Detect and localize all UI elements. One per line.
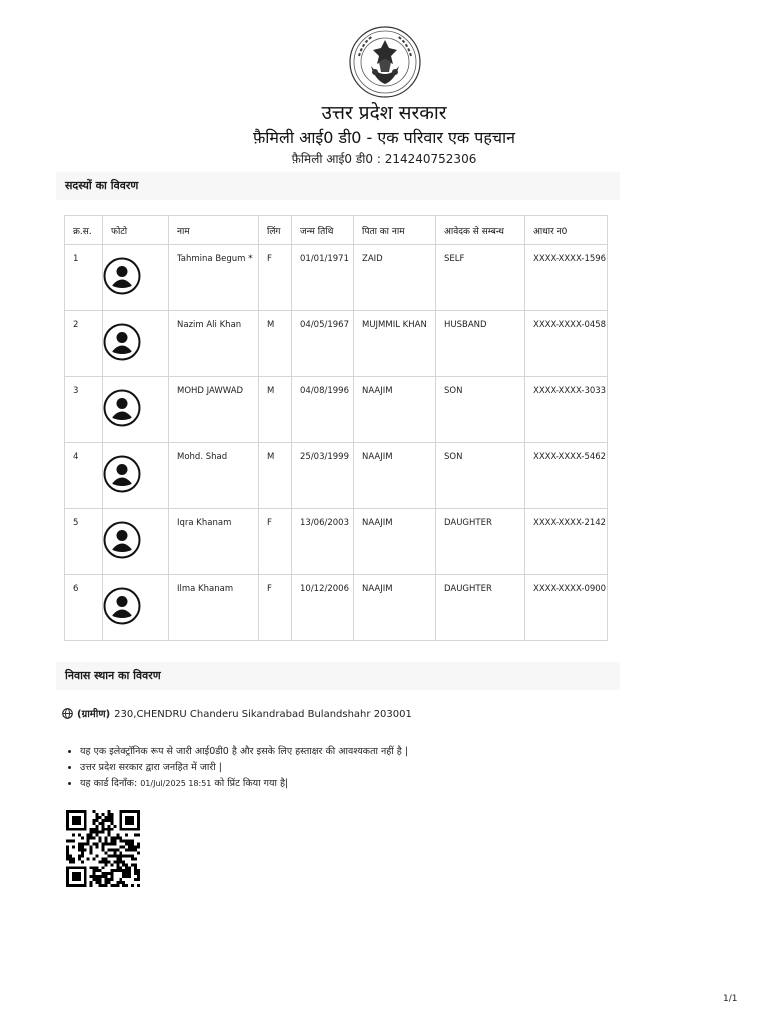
- family-id-line: [0, 150, 768, 167]
- print-date-suffix: को प्रिंट किया गया है|: [214, 778, 289, 789]
- cell-gender: F: [259, 245, 292, 311]
- cell-aadhaar: XXXX-XXXX-0458: [525, 311, 608, 377]
- cell-photo: [103, 377, 169, 443]
- column-header-sno: क्र.स.: [65, 216, 103, 245]
- cell-dob: 04/08/1996: [292, 377, 354, 443]
- cell-photo: [103, 509, 169, 575]
- cell-sno: 2: [65, 311, 103, 377]
- user-avatar-icon: [103, 587, 141, 625]
- cell-aadhaar: XXXX-XXXX-5462: [525, 443, 608, 509]
- page-number: 1/1: [723, 994, 738, 1004]
- cell-gender: M: [259, 377, 292, 443]
- user-avatar-icon: [103, 389, 141, 427]
- cell-sno: 3: [65, 377, 103, 443]
- qr-code: [66, 810, 140, 887]
- column-header-relation: आवेदक से सम्बन्ध: [436, 216, 525, 245]
- user-avatar-icon: [103, 521, 141, 559]
- family-id-label: फ़ैमिली आई0 डी0 :: [291, 152, 381, 166]
- residence-address-line: [62, 706, 412, 720]
- cell-relation: SELF: [436, 245, 525, 311]
- cell-relation: DAUGHTER: [436, 575, 525, 641]
- cell-father: NAAJIM: [354, 443, 436, 509]
- head-of-family-marker: *: [248, 254, 253, 264]
- globe-icon: [62, 708, 73, 719]
- table-row: [65, 311, 608, 377]
- cell-photo: [103, 311, 169, 377]
- family-id-value: 214240752306: [384, 152, 477, 166]
- cell-father: NAAJIM: [354, 377, 436, 443]
- cell-sno: 6: [65, 575, 103, 641]
- member-name: Tahmina Begum: [177, 254, 246, 264]
- cell-photo: [103, 443, 169, 509]
- table-row: [65, 509, 608, 575]
- members-table: [64, 215, 608, 641]
- print-date-prefix: यह कार्ड दिनाँक:: [80, 778, 138, 789]
- cell-gender: F: [259, 575, 292, 641]
- cell-gender: F: [259, 509, 292, 575]
- cell-relation: SON: [436, 443, 525, 509]
- cell-gender: M: [259, 311, 292, 377]
- cell-name: Nazim Ali Khan: [169, 311, 259, 377]
- uttar-pradesh-emblem-logo: [349, 26, 421, 98]
- cell-aadhaar: XXXX-XXXX-2142: [525, 509, 608, 575]
- cell-sno: 1: [65, 245, 103, 311]
- cell-name: [169, 245, 259, 311]
- cell-sno: 4: [65, 443, 103, 509]
- cell-relation: DAUGHTER: [436, 509, 525, 575]
- cell-gender: M: [259, 443, 292, 509]
- table-row: [65, 443, 608, 509]
- cell-name: Ilma Khanam: [169, 575, 259, 641]
- cell-father: NAAJIM: [354, 575, 436, 641]
- cell-aadhaar: XXXX-XXXX-3033: [525, 377, 608, 443]
- members-table-header: [65, 216, 608, 245]
- cell-photo: [103, 245, 169, 311]
- user-avatar-icon: [103, 257, 141, 295]
- note-electronic-id: • यह एक इलेक्ट्रॉनिक रूप से जारी आई0डी0 है और इसके लिए हस्ताक्षर की आवश्यकता नहीं है |: [80, 744, 408, 760]
- cell-father: MUJMMIL KHAN: [354, 311, 436, 377]
- cell-name: Iqra Khanam: [169, 509, 259, 575]
- note-print-date: [80, 776, 408, 792]
- cell-name: Mohd. Shad: [169, 443, 259, 509]
- column-header-dob: जन्म तिथि: [292, 216, 354, 245]
- members-section-heading: सदस्यों का विवरण: [56, 172, 620, 200]
- cell-father: ZAID: [354, 245, 436, 311]
- table-row: [65, 377, 608, 443]
- cell-relation: HUSBAND: [436, 311, 525, 377]
- print-date-value: 01/Jul/2025 18:51: [140, 779, 212, 788]
- cell-photo: [103, 575, 169, 641]
- residence-address: 230,CHENDRU Chanderu Sikandrabad Bulandshahr 203001: [114, 709, 412, 720]
- note-issued-by-government: • उत्तर प्रदेश सरकार द्वारा जनहित में जारी |: [80, 760, 408, 776]
- cell-aadhaar: XXXX-XXXX-1596: [525, 245, 608, 311]
- cell-relation: SON: [436, 377, 525, 443]
- cell-name: MOHD JAWWAD: [169, 377, 259, 443]
- residence-area-type: (ग्रामीण): [77, 709, 111, 720]
- cell-father: NAAJIM: [354, 509, 436, 575]
- user-avatar-icon: [103, 455, 141, 493]
- table-row: [65, 245, 608, 311]
- cell-dob: 25/03/1999: [292, 443, 354, 509]
- column-header-gender: लिंग: [259, 216, 292, 245]
- residence-section-heading: निवास स्थान का विवरण: [56, 662, 620, 690]
- cell-dob: 13/06/2003: [292, 509, 354, 575]
- user-avatar-icon: [103, 323, 141, 361]
- column-header-father: पिता का नाम: [354, 216, 436, 245]
- cell-aadhaar: XXXX-XXXX-0900: [525, 575, 608, 641]
- column-header-aadhaar: आधार न0: [525, 216, 608, 245]
- cell-dob: 10/12/2006: [292, 575, 354, 641]
- column-header-name: नाम: [169, 216, 259, 245]
- column-header-photo: फोटो: [103, 216, 169, 245]
- page-subtitle: फ़ैमिली आई0 डी0 - एक परिवार एक पहचान: [252, 128, 516, 147]
- cell-dob: 04/05/1967: [292, 311, 354, 377]
- cell-sno: 5: [65, 509, 103, 575]
- notes-list: [66, 744, 408, 792]
- cell-dob: 01/01/1971: [292, 245, 354, 311]
- page-title: उत्तर प्रदेश सरकार: [321, 102, 447, 124]
- table-row: [65, 575, 608, 641]
